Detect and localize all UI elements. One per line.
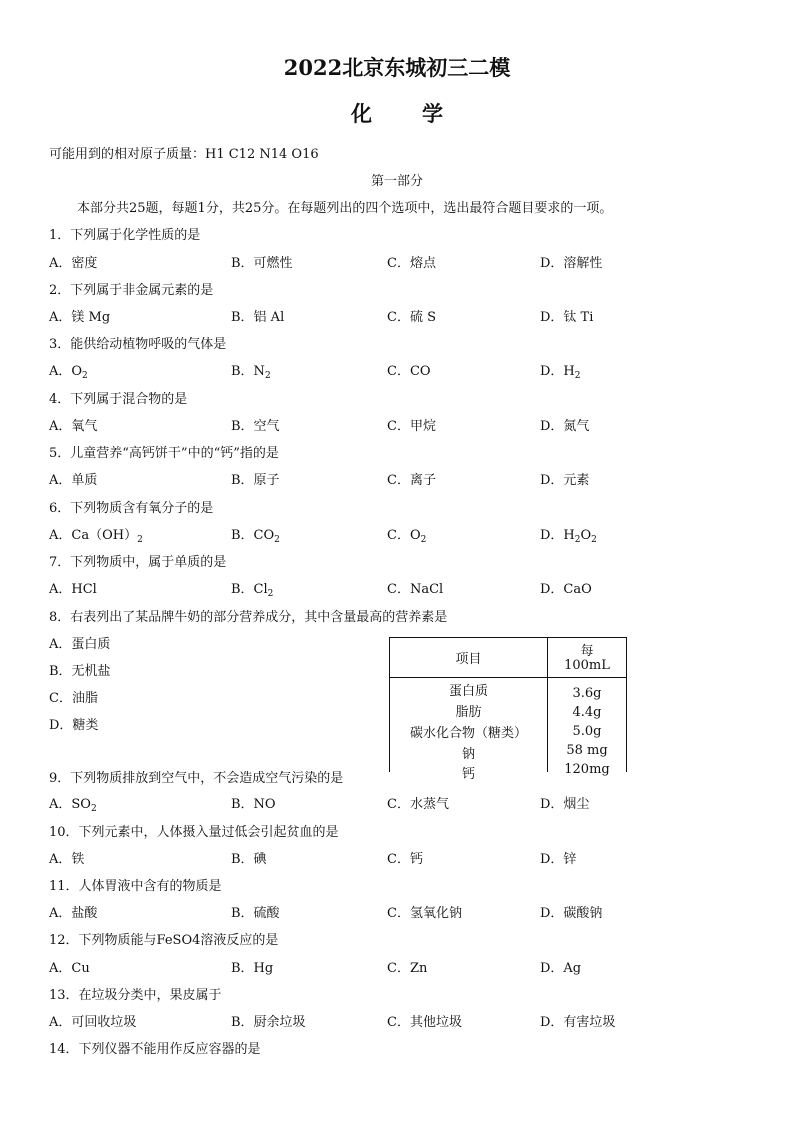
- question-stem: 2．下列属于非金属元素的是: [49, 283, 214, 298]
- question-stem: 11．人体胃液中含有的物质是: [49, 879, 222, 894]
- option-d: D．$H_2O_2$: [540, 528, 597, 545]
- option-a: A．蛋白质: [49, 637, 111, 652]
- question-stem: 8．右表列出了某品牌牛奶的部分营养成分，其中含量最高的营养素是: [49, 610, 448, 625]
- option-c: C．其他垃圾: [387, 1015, 462, 1030]
- table-row-item: 蛋白质: [448, 684, 488, 699]
- option-b: B．空气: [231, 419, 280, 434]
- question-stem: 6．下列物质含有氧分子的是: [49, 501, 214, 516]
- option-b: B．碘: [231, 852, 267, 867]
- option-d: D．$H_2$: [540, 364, 581, 381]
- option-c: C．Zn: [387, 961, 428, 976]
- option-d: D．碳酸钠: [540, 906, 603, 921]
- option-d: D．钛 Ti: [540, 310, 594, 325]
- question-stem: 12．下列物质能与FeSO4溶液反应的是: [49, 933, 279, 948]
- option-b: B．原子: [231, 473, 280, 488]
- part-title: 第一部分: [370, 174, 423, 189]
- subject-title: 化学: [351, 101, 493, 126]
- option-a: A．单质: [49, 473, 98, 488]
- option-c: C．水蒸气: [387, 797, 449, 812]
- option-a: A．$Ca(OH)_2$: [49, 528, 143, 545]
- option-c: C．硫 S: [387, 310, 436, 325]
- part-instructions: 本部分共25题，每题1分，共25分。在每题列出的四个选项中，选出最符合题目要求的一项。: [77, 201, 613, 216]
- option-a: A．密度: [49, 256, 98, 271]
- option-d: D．烟尘: [540, 797, 590, 812]
- question-stem: 4．下列属于混合物的是: [49, 392, 188, 407]
- atomic-masses: 可能用到的相对原子质量：H1 C12 N14 O16: [49, 147, 319, 162]
- table-row-value: 4.4g: [572, 705, 602, 720]
- question-stem: 14．下列仪器不能用作反应容器的是: [49, 1042, 261, 1057]
- option-c: C．氢氧化钠: [387, 906, 462, 921]
- option-a: A．$O_2$: [49, 364, 88, 381]
- option-c: C．CO: [387, 364, 431, 379]
- question-stem: 9．下列物质排放到空气中，不会造成空气污染的是: [49, 771, 344, 786]
- option-b: B．无机盐: [49, 664, 111, 679]
- option-a: A．盐酸: [49, 906, 98, 921]
- option-a: A．Cu: [49, 961, 90, 976]
- table-header-unit: 100mL: [564, 658, 610, 673]
- option-a: A．氧气: [49, 419, 98, 434]
- exam-title: 2022北京东城初三二模: [283, 55, 511, 80]
- option-b: B．硫酸: [231, 906, 280, 921]
- option-b: B．NO: [231, 797, 276, 812]
- table-header-item: 项目: [455, 652, 482, 667]
- option-c: C．油脂: [49, 691, 98, 706]
- option-b: B．$CO_2$: [231, 528, 280, 545]
- table-rule: [390, 677, 626, 678]
- option-c: C．钙: [387, 852, 423, 867]
- table-row-item: 脂肪: [455, 705, 482, 720]
- question-stem: 5．儿童营养“高钙饼干”中的“钙”指的是: [49, 446, 279, 461]
- table-header-per: 每: [580, 644, 594, 659]
- option-c: C．离子: [387, 473, 436, 488]
- table-row-item: 钠: [461, 747, 475, 762]
- option-b: B．Hg: [231, 961, 274, 976]
- option-a: A．铁: [49, 852, 85, 867]
- table-row-value: 3.6g: [572, 686, 602, 701]
- option-d: D．溶解性: [540, 256, 603, 271]
- question-stem: 7．下列物质中，属于单质的是: [49, 555, 227, 570]
- option-d: D．Ag: [540, 961, 582, 976]
- nutrition-table: [389, 637, 627, 782]
- table-row-item: 钙: [461, 767, 475, 782]
- option-c: C．NaCl: [387, 582, 444, 597]
- table-row-value: 5.0g: [572, 724, 602, 739]
- option-b: B．铝 Al: [231, 310, 285, 325]
- table-row-item: 碳水化合物（糖类）: [409, 726, 527, 741]
- option-b: B．$N_2$: [231, 364, 271, 381]
- option-b: B．$Cl_2$: [231, 582, 274, 599]
- option-d: D．CaO: [540, 582, 592, 597]
- table-row-value: 120mg: [564, 762, 610, 777]
- option-a: A．HCl: [49, 582, 97, 597]
- option-d: D．元素: [540, 473, 590, 488]
- option-d: D．氮气: [540, 419, 590, 434]
- option-c: C．甲烷: [387, 419, 436, 434]
- question-stem: 3．能供给动植物呼吸的气体是: [49, 337, 227, 352]
- question-stem: 1．下列属于化学性质的是: [49, 228, 201, 243]
- option-c: C．$O_2$: [387, 528, 427, 545]
- option-a: A．$SO_2$: [49, 797, 97, 814]
- table-row-value: 58 mg: [566, 743, 608, 758]
- option-b: B．厨余垃圾: [231, 1015, 306, 1030]
- question-stem: 10．下列元素中，人体摄入量过低会引起贫血的是: [49, 825, 339, 840]
- option-b: B．可燃性: [231, 256, 293, 271]
- option-a: A．镁 Mg: [49, 310, 111, 325]
- option-c: C．熔点: [387, 256, 436, 271]
- option-d: D．锌: [540, 852, 577, 867]
- option-a: A．可回收垃圾: [49, 1015, 137, 1030]
- option-d: D．有害垃圾: [540, 1015, 616, 1030]
- question-stem: 13．在垃圾分类中，果皮属于: [49, 988, 222, 1003]
- option-d: D．糖类: [49, 718, 99, 733]
